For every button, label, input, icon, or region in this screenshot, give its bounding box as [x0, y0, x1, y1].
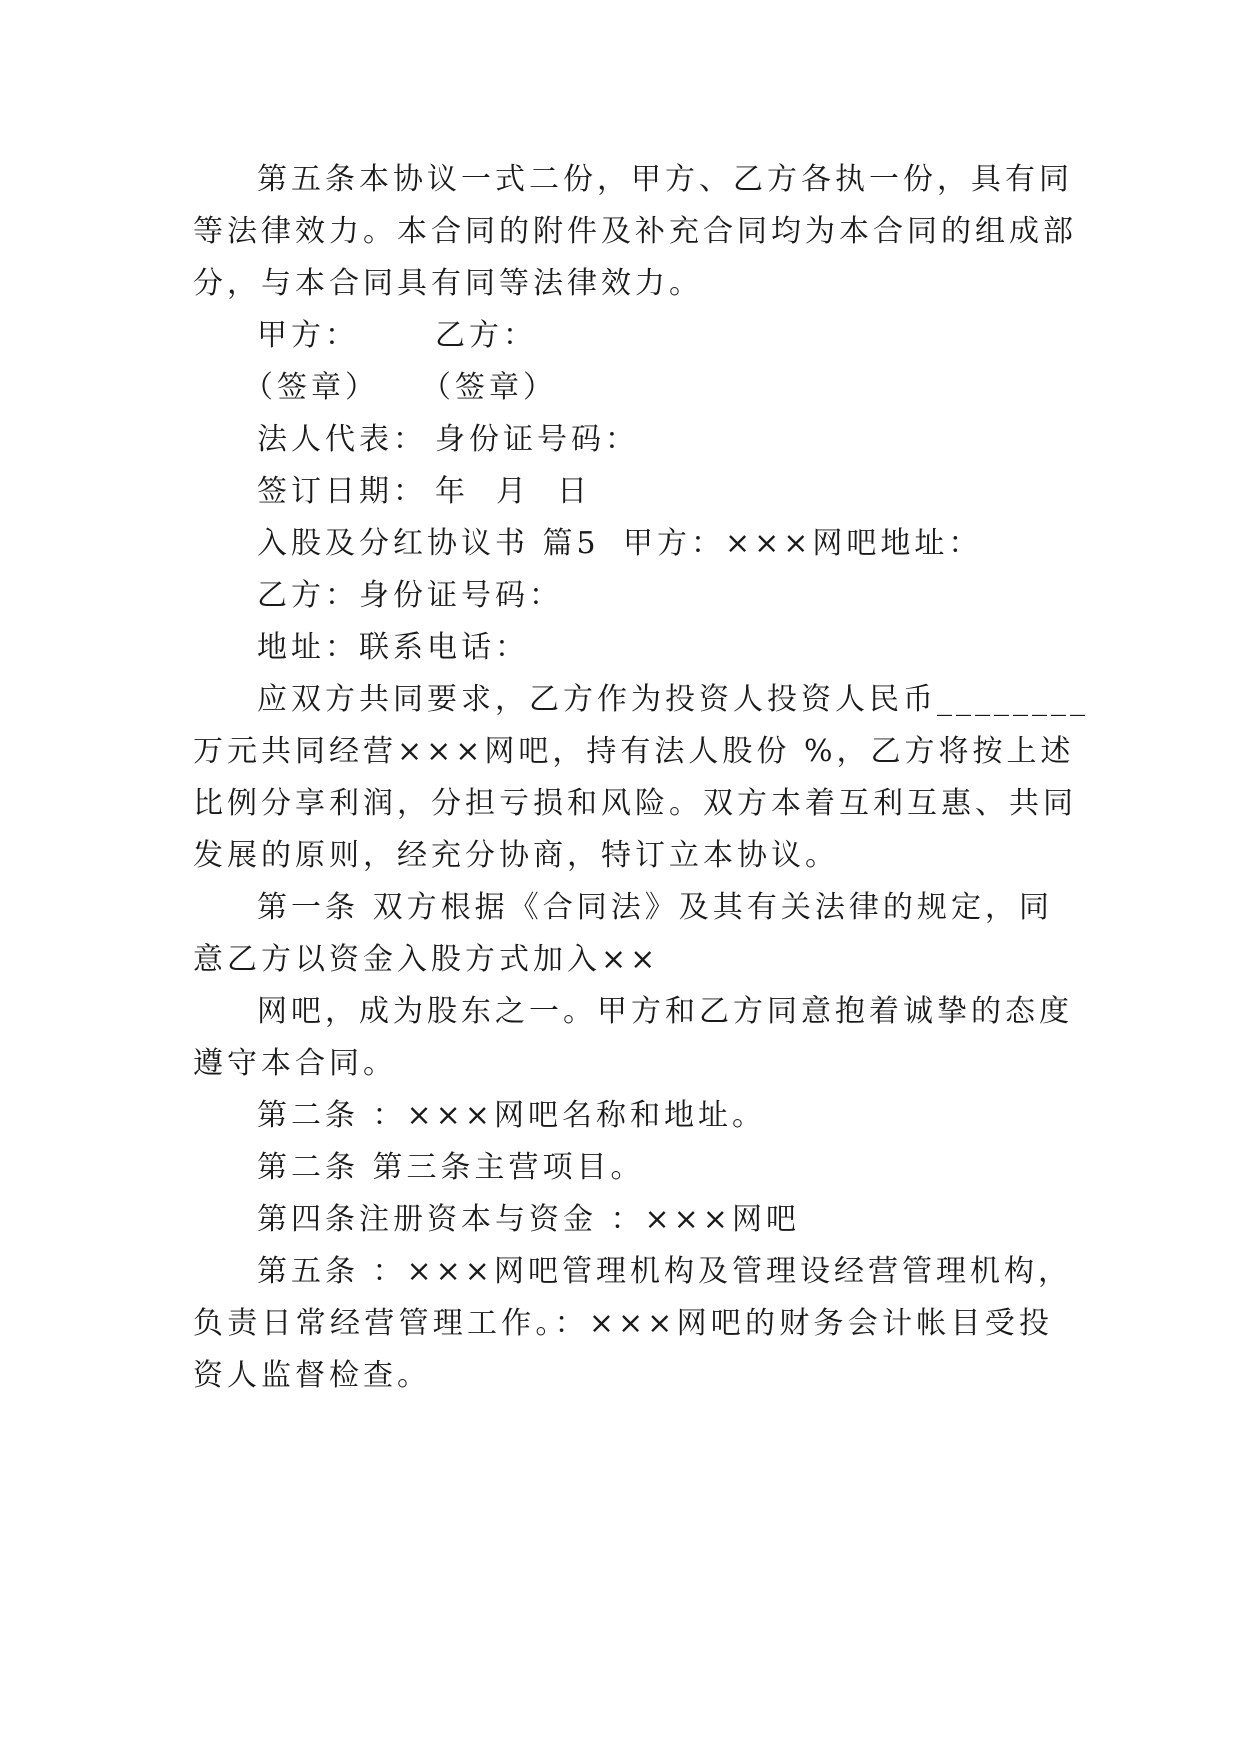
- legal-rep-line: [257, 418, 1017, 462]
- agreement-title: 入股及分红协议书 篇5: [257, 526, 600, 561]
- paragraph-line: 比例分享利润，分担亏损和风险。双方本着互利互惠、共同: [193, 786, 1077, 821]
- article-1-line: 网吧，成为股东之一。甲方和乙方同意抱着诚挚的态度: [257, 994, 1073, 1029]
- paragraph-line: 第五条本协议一式二份，甲方、乙方各执一份，具有同: [257, 162, 1073, 197]
- legal-rep-label: 法人代表：: [257, 422, 427, 457]
- paragraph-line: 发展的原则，经充分协商，特订立本协议。: [193, 838, 839, 873]
- seal-b-label: （签章）: [421, 370, 557, 405]
- agreement-title-line: [257, 522, 1017, 566]
- id-number-label: 身份证号码：: [435, 422, 639, 457]
- signature-parties-line: [257, 314, 1017, 358]
- party-b-label: 乙方：: [257, 578, 359, 613]
- phone-label: 联系电话：: [359, 630, 529, 665]
- party-a-info: 甲方：×××网吧地址：: [623, 526, 983, 561]
- article-1-line: 第一条 双方根据《合同法》及其有关法律的规定，同: [257, 890, 1053, 925]
- article-5-line: 负责日常经营管理工作。：×××网吧的财务会计帐目受投: [193, 1306, 1053, 1341]
- seal-a-label: （签章）: [243, 370, 379, 405]
- seal-line: [243, 366, 1017, 410]
- article-1-line: 遵守本合同。: [193, 1046, 397, 1081]
- paragraph-line: 等法律效力。本合同的附件及补充合同均为本合同的组成部: [193, 214, 1077, 249]
- party-b-label: 乙方：: [435, 318, 537, 353]
- sign-date-value: 年 月 日: [435, 474, 592, 509]
- paragraph-line: 分，与本合同具有同等法律效力。: [193, 266, 703, 301]
- article-1-line: 意乙方以资金入股方式加入××: [193, 942, 660, 977]
- paragraph-line: 应双方共同要求，乙方作为投资人投资人民币________: [257, 682, 1089, 717]
- party-b-id-label: 身份证号码：: [359, 578, 563, 613]
- sign-date-label: 签订日期：: [257, 474, 427, 509]
- article-4-line: 第四条注册资本与资金 ：×××网吧: [257, 1202, 800, 1237]
- article-3-line: 第二条 第三条主营项目。: [257, 1150, 645, 1185]
- paragraph-line: 万元共同经营×××网吧，持有法人股份 %，乙方将按上述: [193, 734, 1075, 769]
- address-label: 地址：: [257, 630, 359, 665]
- party-b-info-line: [257, 574, 1017, 618]
- address-line: [257, 626, 1017, 670]
- sign-date-line: [257, 470, 1017, 514]
- article-5-line: 第五条 ：×××网吧管理机构及管理设经营管理机构，: [257, 1254, 1072, 1289]
- article-5-line: 资人监督检查。: [193, 1358, 431, 1393]
- article-2-line: 第二条 ：×××网吧名称和地址。: [257, 1098, 766, 1133]
- party-a-label: 甲方：: [257, 318, 359, 353]
